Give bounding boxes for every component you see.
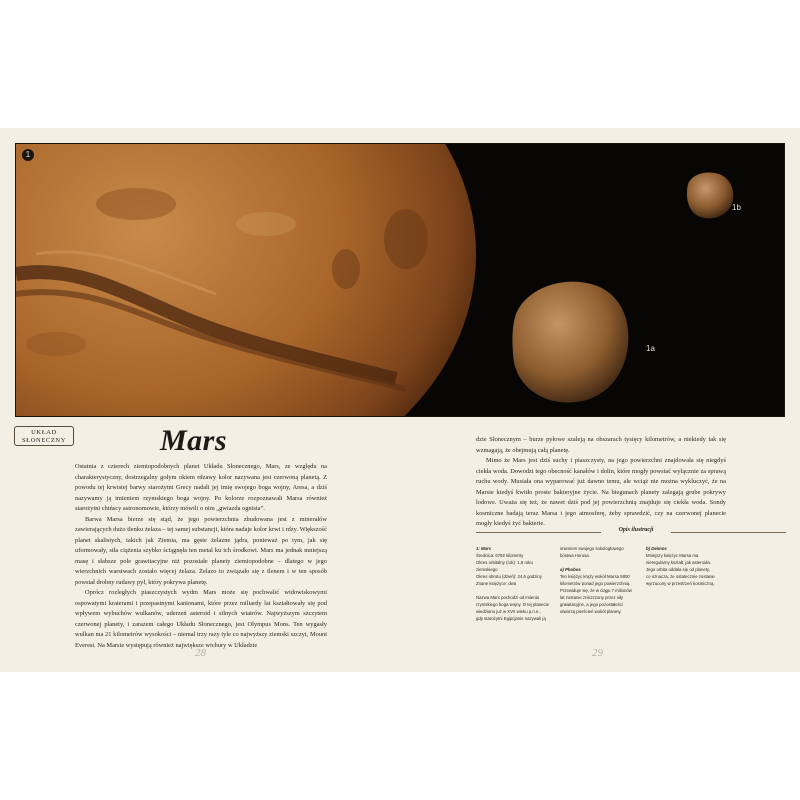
caption-column-3 (646, 545, 726, 587)
page-number-right: 29 (592, 647, 603, 659)
caption-line: grawitacyjne, a jego pozostałości (560, 602, 623, 607)
caption-line: rzymskiego boga wojny. O tej planecie (476, 602, 550, 607)
caption-line: nieregularny kształt, jak asteroida. (646, 560, 711, 565)
right-body-column (476, 435, 726, 530)
caption-heading (476, 527, 786, 537)
caption-spacer (560, 559, 640, 566)
mars-illustration (16, 144, 785, 417)
phobos-moon (512, 282, 628, 403)
caption-line: a) Phobos (560, 567, 581, 572)
divider (671, 532, 786, 533)
caption-line: bóstwa Horusa. (560, 553, 590, 558)
left-body-column (75, 462, 327, 651)
caption-column-2 (560, 545, 640, 615)
moon-label-1b: 1b (732, 203, 741, 212)
page-title: Mars (160, 424, 228, 457)
paragraph: dzie Słonecznym – burze pyłowe szaleją na obszarach tysięcy kilometrów, a niekiedy tak się wzmagają, że obejmują całą planetę. (476, 436, 726, 454)
caption-line: Jego orbita oddala się od planety, (646, 567, 710, 572)
caption-spacer (476, 587, 556, 594)
caption-line: Przewiduje się, że w ciągu 7 milionów (560, 588, 632, 593)
caption-line: b) Deimos (646, 546, 667, 551)
caption-line: utworzą pierścień wokół planety. (560, 609, 622, 614)
paragraph: Barwa Marsa bierze się stąd, że jego powierzchnia zbudowana jest z minerałów zawierających dużo tlenku żelaza – tej samej substancji, która nadaje kolor krwi i rdzy. Większość planet skalistych, takich jak Ziemia, ma gęste żelazne jądra, ponieważ po tym, jak się uformowały, siła ciążenia szybko ściągnęła ten metal ku ich środkowi. Mars ma jednak mniejszą masę i słabsze pole grawitacyjne niż pozostałe planety ziemiopodobne – dlatego w jego wierzchnich warstwach zostało więcej żelaza. Żelazo to związało się z tlenem i w ten sposób powstał drobny rudawy pył, który pokrywa planetę. (75, 515, 327, 586)
caption-line: kilometrów ponad jego powierzchnią. (560, 581, 631, 586)
page-number-left: 28 (195, 647, 206, 659)
paragraph: Mimo że Mars jest dziś suchy i piaszczysty, na jego powierzchni znajdowała się niegdyś ciekła woda. Dowodzi tego obecność kanałów i dolin, które mogły powstać wyłącznie za sprawą ruchu wody. Musiała ona wyparować już dawno temu, ale wciąż nie można wykluczyć, że na Marsie kiedyś kwitło proste bakteryjne życie. Na biegunach planety zalegają grube pokrywy lodowe. Uważa się też, że nawet dziś pod jej powierzchnią znajduje się ciekła woda. Sondy kosmiczne badają teraz Marsa i jego atmosferę, żeby sprawdzić, czy na czerwonej planecie mogły kiedyś żyć bakterie. (476, 457, 726, 527)
caption-line: Znane księżyce: dwa (476, 581, 517, 586)
caption-heading-text: Opis ilustracji (618, 527, 654, 533)
caption-line: Okres obrotu (dzień): 24,6 godziny (476, 574, 542, 579)
plate-number-badge: 1 (22, 149, 34, 161)
mars-illustration-plate (15, 143, 785, 417)
section-tag (14, 426, 74, 446)
caption-line: wiedziano już w XVII wieku p.n.e., (476, 609, 541, 614)
caption-line: 1: Mars (476, 546, 492, 551)
caption-line: lat zostanie zniszczony przez siły (560, 595, 624, 600)
caption-line: co oznacza, że ostatecznie zostanie (646, 574, 715, 579)
caption-line: Ten księżyc krąży wokół Marsa 5800 (560, 574, 630, 579)
section-tag-line-1: UKŁAD (31, 429, 57, 436)
section-tag-line-2: SŁONECZNY (21, 437, 67, 444)
caption-line: Mniejszy księżyc Marsa ma (646, 553, 699, 558)
divider (476, 532, 601, 533)
caption-line: Okres orbitalny (rok): 1,8 roku (476, 560, 533, 565)
caption-line: Nazwa Mars pochodzi od imienia (476, 595, 540, 600)
deimos-moon (687, 172, 733, 218)
caption-line: imieniem swojego sokologłowego (560, 546, 624, 551)
paragraph: Ostatnia z czterech ziemiopodobnych planet Układu Słonecznego, Mars, ze względu na charakterystyczny, dostrzegalny gołym okiem rdzawy kolor nazywana jest czerwoną planetą. Z powodu tej krwistej barwy starożytni Grecy nadali jej imię swojego boga wojny, Aresa, a dziś nazywamy ją imieniem rzymskiego boga wojny. Po kolorze rozpoznawali Marsa również starożytni chińscy astronomowie, którzy mówili o nim „gwiazda ognista”. (75, 463, 327, 512)
moon-label-1a: 1a (646, 344, 655, 353)
caption-line: gdy starożytni Egipcjanie nazywali ją (476, 616, 546, 621)
caption-column-1 (476, 545, 556, 622)
caption-line: wyrzucony w przestrzeń kosmiczną. (646, 581, 715, 586)
paragraph: Oprócz rozległych piaszczystych wydm Mars może się pochwalić widowiskowymi ospowatymi kraterami i przepastnymi kanionami, które przez miliardy lat kształtowały się pod wpływem wybuchów wulkanów, uderzeń asteroid i silnych wiatrów. Najwyższym szczytem czerwonej planety, i zarazem całego Układu Słonecznego, jest Olympus Mons. Ten wygasły wulkan ma 21 kilometrów wysokości – niemal trzy razy tyle co najwyższy ziemski szczyt, Mount Everest. Na Marsie występują również największe wichury w Układzie (75, 589, 327, 649)
caption-line: Średnica: 6792 kilometry (476, 553, 524, 558)
caption-line: ziemskiego (476, 567, 498, 572)
